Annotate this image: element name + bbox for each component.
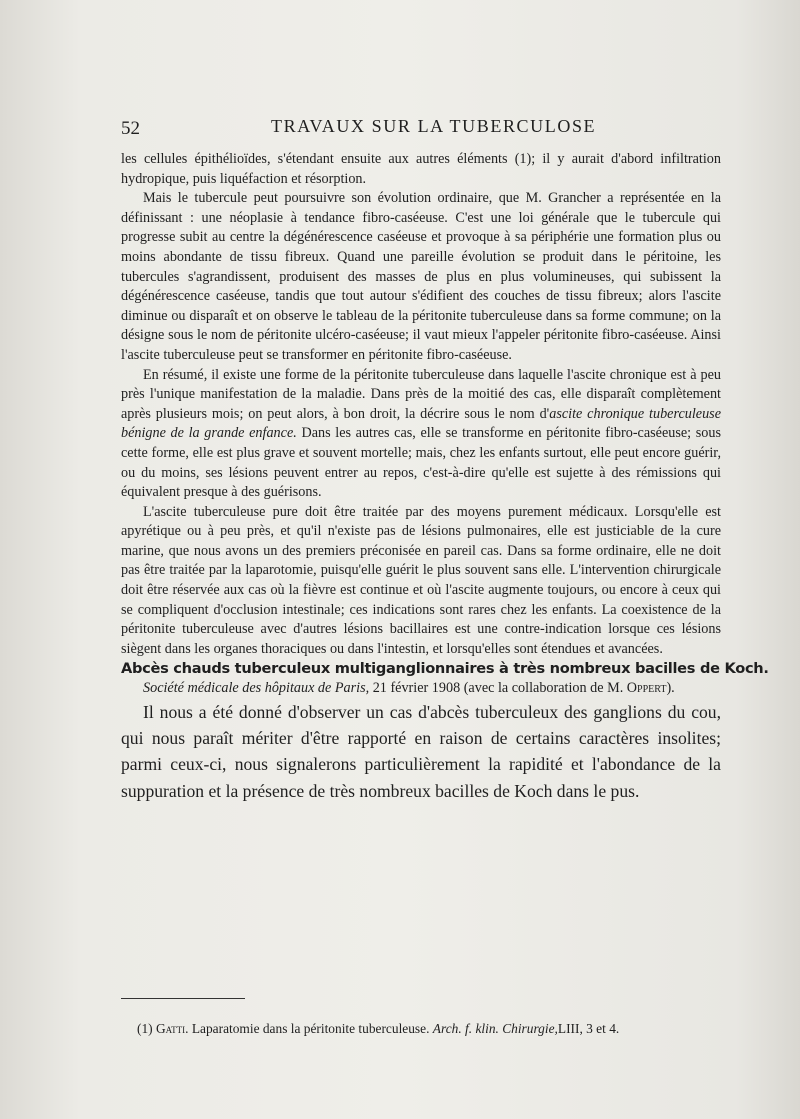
footnote-reference: LIII, 3 et 4. — [557, 1021, 620, 1036]
paragraph-treatment: L'ascite tuberculeuse pure doit être traitée par des moyens purement médicaux. Lorsqu'elle est apyrétique ou à peu près, et qu'il n'existe pas de lésions pulmonaires, elle est justiciable de la cure marine, que nous avons un des premiers préconisée en pareil cas. Dans sa forme ordinaire, elle ne doit pas être traitée par la laparotomie, puisqu'elle guérit le plus souvent sans elle. L'intervention chirurgicale doit être réservée aux cas où la fièvre est continue et où l'ascite augmente toujours, ou encore à ceux qui se compliquent d'occlusion intestinale; ces indications sont rares chez les enfants. La coexistence de la péritonite tuberculeuse avec d'autres lésions bacillaires est une contre-indication lorsque ces lésions siègent dans les organes thoraciques ou dans l'intestin, et lorsqu'elles sont étendues et avancées. — [121, 503, 721, 657]
citation-collaborator: Oppert — [626, 680, 667, 697]
citation-date: 21 février 1908 (avec la collaboration de M. — [369, 680, 627, 697]
footnote-journal: Arch. f. klin. Chirurgie, — [432, 1021, 558, 1036]
resume-italic-term: ascite chronique tuberculeuse bénigne de la grande enfance. — [121, 405, 721, 442]
page-number: 52 — [121, 118, 140, 139]
footnote-marker: (1) — [137, 1021, 153, 1036]
running-title: TRAVAUX SUR LA TUBERCULOSE — [271, 116, 597, 136]
section-title: Abcès chauds tuberculeux multiganglionnaires à très nombreux bacilles de Koch. — [121, 660, 769, 678]
citation-end: ). — [666, 680, 675, 697]
paragraph-continuation: les cellules épithélioïdes, s'étendant ensuite aux autres éléments (1); il y aurait d'abord infiltration hydropique, puis liquéfaction et résorption. — [121, 151, 721, 187]
citation-society: Société médicale des hôpitaux de Paris, — [143, 680, 370, 697]
section-intro-paragraph: Il nous a été donné d'observer un cas d'abcès tuberculeux des ganglions du cou, qui nous paraît mériter d'être rapporté en raison de certains caractères insolites; parmi ceux-ci, nous signalerons particulièrement la rapidité et l'abondance de la suppuration et la présence de très nombreux bacilles de Koch dans le pus. — [121, 701, 721, 801]
paragraph-grancher: Mais le tubercule peut poursuivre son évolution ordinaire, que M. Grancher a représentée en la définissant : une néoplasie à tendance fibro-caséeuse. C'est une loi générale que le tubercule qui progresse subit au centre la dégénérescence caséeuse et provoque à sa périphérie une formation plus ou moins abondante de tissu fibreux. Quand une pareille évolution se produit dans le péritoine, les tubercules s'agrandissent, produisent des masses de plus en plus volumineuses, qui subissent la dégénérescence caséeuse, tandis que tout autour s'édifient des couches de tissu fibreux; alors l'ascite diminue ou disparaît et on observe le tableau de la péritonite tuberculeuse dans sa forme commune; on la désigne sous le nom de péritonite ulcéro-caséeuse; il vaut mieux l'appeler péritonite fibro-caséeuse. Ainsi l'ascite tuberculeuse peut se transformer en péritonite fibro-caséeuse. — [121, 190, 721, 363]
paragraph-resume — [121, 366, 721, 503]
footnote-title: . Laparatomie dans la péritonite tuberculeuse. — [185, 1021, 433, 1036]
page-header — [121, 112, 721, 142]
body-text — [121, 150, 769, 804]
footnote-author: Gatti — [155, 1021, 186, 1036]
resume-text-end: Dans les autres cas, elle se transforme en péritonite fibro-caséeuse; sous cette forme, elle est plus grave et souvent mortelle; mais, chez les enfants surtout, elle peut encore guérir, ou du moins, ses lésions peuvent entrer au repos, c'est-à-dire qu'elle est sujette à des rémissions qui équivalent presque à des guérisons. — [121, 425, 721, 501]
footnote-divider — [121, 998, 245, 999]
resume-text-start: En résumé, il existe une forme de la péritonite tuberculeuse dans laquelle l'ascite chronique est à peu près l'unique manifestation de la maladie. Dans près de la moitié des cas, elle disparaît complètement après plusieurs mois; on peut alors, à bon droit, la décrire sous le nom d' — [121, 366, 721, 422]
section-citation — [121, 679, 721, 699]
footnote — [121, 1020, 737, 1038]
